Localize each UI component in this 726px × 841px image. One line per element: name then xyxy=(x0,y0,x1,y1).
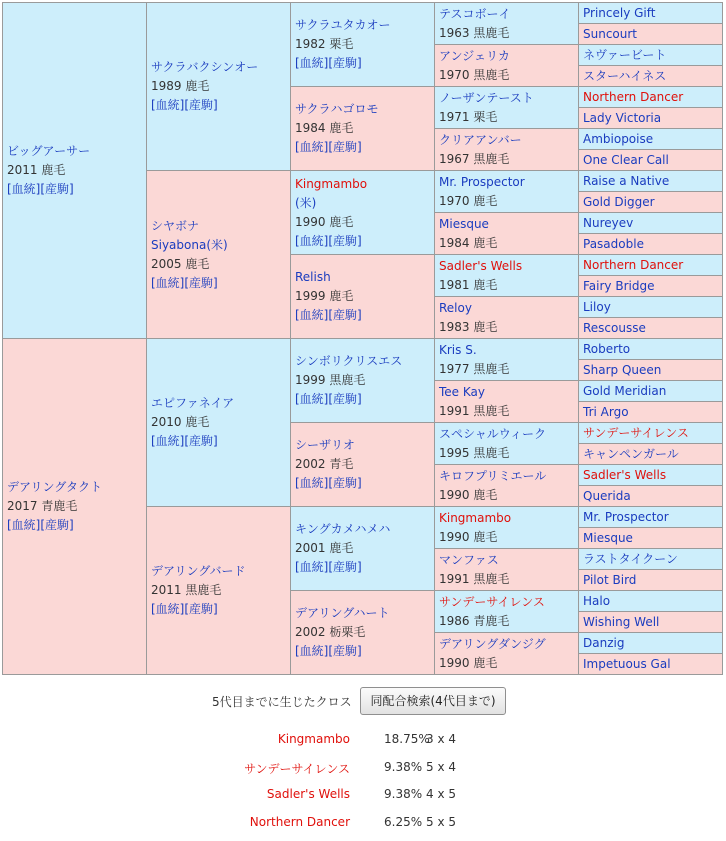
cross-row xyxy=(0,732,726,750)
horse-name-link[interactable]: Kingmambo xyxy=(295,176,368,191)
horse-info: 1999 鹿毛 xyxy=(295,289,354,303)
horse-info: 1982 栗毛 xyxy=(295,37,354,51)
horse-cell-gen3 xyxy=(291,339,435,423)
horse-name-link[interactable]: Gold Digger xyxy=(583,194,655,209)
produce-link[interactable]: [産駒] xyxy=(40,182,74,196)
horse-info: 2011 黒鹿毛 xyxy=(151,583,222,597)
horse-cell-gen5 xyxy=(579,465,723,486)
horse-name-link[interactable]: ノーザンテースト xyxy=(439,90,534,105)
horse-name-link[interactable]: Sadler's Wells xyxy=(583,467,667,482)
cross-generation: 3 x 4 xyxy=(426,732,456,746)
horse-info: 1984 鹿毛 xyxy=(295,121,354,135)
horse-name-link[interactable]: サンデーサイレンス xyxy=(439,594,545,609)
horse-name-link[interactable]: アンジェリカ xyxy=(439,48,510,63)
horse-info: 1981 鹿毛 xyxy=(439,277,498,292)
horse-info: 1999 黒鹿毛 xyxy=(295,373,366,387)
horse-cell-gen5 xyxy=(579,3,723,24)
produce-link[interactable]: [産駒] xyxy=(184,275,218,290)
horse-name-link[interactable]: キロフプリミエール xyxy=(439,468,547,483)
horse-cell-gen4 xyxy=(435,507,579,549)
horse-name-link[interactable]: Suncourt xyxy=(583,26,638,41)
horse-name-link[interactable]: Ambiopoise xyxy=(583,131,654,146)
horse-cell-gen4 xyxy=(435,129,579,171)
horse-name-link[interactable]: キャンペンガール xyxy=(583,446,679,461)
horse-name-link[interactable]: Pilot Bird xyxy=(583,572,637,587)
horse-cell-gen4 xyxy=(435,381,579,423)
horse-cell-gen4 xyxy=(435,3,579,45)
horse-cell-gen5 xyxy=(579,633,723,654)
produce-link[interactable]: [産駒] xyxy=(328,233,362,248)
horse-cell-gen3 xyxy=(291,87,435,171)
blood-link[interactable]: [血統] xyxy=(295,233,329,248)
horse-name-link[interactable]: Miesque xyxy=(439,216,489,231)
horse-name-link[interactable]: Northern Dancer xyxy=(583,89,684,104)
horse-cell-gen5 xyxy=(579,423,723,444)
horse-cell-gen5 xyxy=(579,402,723,423)
horse-name-link[interactable]: Liloy xyxy=(583,299,611,314)
horse-cell-gen5 xyxy=(579,339,723,360)
horse-name-link[interactable]: スターハイネス xyxy=(583,68,667,83)
horse-cell-gen4 xyxy=(435,45,579,87)
horse-cell-gen5 xyxy=(579,234,723,255)
horse-cell-gen3 xyxy=(291,171,435,255)
horse-cell-gen3 xyxy=(291,3,435,87)
horse-cell-gen3 xyxy=(291,255,435,339)
horse-name-link[interactable]: One Clear Call xyxy=(583,152,669,167)
horse-name-link[interactable]: デアリングハート xyxy=(295,606,390,620)
horse-cell-gen5 xyxy=(579,129,723,150)
horse-info: 1990 鹿毛 xyxy=(439,655,498,670)
horse-cell-gen1 xyxy=(3,339,147,675)
horse-cell-gen5 xyxy=(579,45,723,66)
cross-label: 5代目までに生じたクロス xyxy=(212,695,352,709)
horse-info: 1970 黒鹿毛 xyxy=(439,67,510,82)
horse-cell-gen4 xyxy=(435,213,579,255)
horse-name-link[interactable]: Tri Argo xyxy=(583,404,629,419)
horse-cell-gen1 xyxy=(3,3,147,339)
horse-info: 2010 鹿毛 xyxy=(151,415,210,429)
blood-link[interactable]: [血統] xyxy=(295,644,329,658)
horse-name-link[interactable]: Lady Victoria xyxy=(583,110,662,125)
horse-cell-gen3 xyxy=(291,507,435,591)
horse-name-link[interactable]: Danzig xyxy=(583,635,625,650)
horse-cell-gen5 xyxy=(579,528,723,549)
horse-name-link[interactable]: キングカメハメハ xyxy=(295,522,391,536)
horse-name-link[interactable]: Tee Kay xyxy=(439,384,485,399)
horse-cell-gen4 xyxy=(435,465,579,507)
horse-cell-gen4 xyxy=(435,255,579,297)
horse-cell-gen5 xyxy=(579,549,723,570)
horse-cell-gen5 xyxy=(579,87,723,108)
cross-row xyxy=(0,815,726,833)
horse-info: 1977 黒鹿毛 xyxy=(439,361,510,376)
horse-name-link[interactable]: Kingmambo xyxy=(439,510,512,525)
horse-name-link[interactable]: サクラハゴロモ xyxy=(295,102,379,116)
horse-cell-gen2 xyxy=(147,507,291,675)
horse-cell-gen5 xyxy=(579,507,723,528)
horse-cell-gen5 xyxy=(579,570,723,591)
horse-info: 2017 青鹿毛 xyxy=(7,499,78,513)
horse-info: 2002 栃栗毛 xyxy=(295,625,366,639)
horse-name-link[interactable]: クリアアンバー xyxy=(439,132,522,147)
blood-link[interactable]: [血統] xyxy=(295,476,329,490)
blood-link[interactable]: [血統] xyxy=(295,560,329,574)
produce-link[interactable]: [産駒] xyxy=(184,602,218,616)
produce-link[interactable]: [産駒] xyxy=(184,434,218,448)
pedigree-row xyxy=(3,3,723,24)
horse-info: 1967 黒鹿毛 xyxy=(439,151,510,166)
blood-link[interactable]: [血統] xyxy=(151,434,185,448)
cross-horse-link[interactable]: Kingmambo xyxy=(277,732,350,746)
horse-name-link[interactable]: デアリングダンジグ xyxy=(439,636,546,651)
blood-link[interactable]: [血統] xyxy=(295,140,329,154)
horse-cell-gen5 xyxy=(579,276,723,297)
horse-cell-gen5 xyxy=(579,192,723,213)
pedigree-row xyxy=(3,339,723,360)
horse-info: 2001 鹿毛 xyxy=(295,541,354,555)
horse-cell-gen5 xyxy=(579,444,723,465)
horse-cell-gen5 xyxy=(579,612,723,633)
pedigree-table xyxy=(2,2,723,675)
horse-name-link[interactable]: Raise a Native xyxy=(583,173,670,188)
horse-name-link[interactable]: サクラユタカオー xyxy=(295,18,391,32)
horse-name-link[interactable]: Princely Gift xyxy=(583,5,656,20)
produce-link[interactable]: [産駒] xyxy=(328,308,362,322)
produce-link[interactable]: [産駒] xyxy=(328,476,362,490)
blood-link[interactable]: [血統] xyxy=(7,518,41,532)
blood-link[interactable]: [血統] xyxy=(151,602,185,616)
horse-cell-gen5 xyxy=(579,297,723,318)
horse-name-link[interactable]: サクラバクシンオー xyxy=(151,60,259,74)
horse-name-link[interactable]: サンデーサイレンス xyxy=(583,425,689,440)
horse-cell-gen5 xyxy=(579,654,723,675)
horse-name-link[interactable]: Northern Dancer xyxy=(583,257,684,272)
horse-name-link[interactable]: Gold Meridian xyxy=(583,383,667,398)
horse-cell-gen4 xyxy=(435,633,579,675)
horse-info: 1971 栗毛 xyxy=(439,109,498,124)
horse-name-link[interactable]: デアリングタクト xyxy=(7,480,103,494)
blood-link[interactable]: [血統] xyxy=(7,182,41,196)
horse-cell-gen5 xyxy=(579,213,723,234)
horse-info: 1990 鹿毛 xyxy=(295,214,354,229)
horse-name-link[interactable]: Fairy Bridge xyxy=(583,278,655,293)
horse-name-link[interactable]: スペシャルウィーク xyxy=(439,426,547,441)
horse-cell-gen4 xyxy=(435,423,579,465)
cross-row xyxy=(0,787,726,805)
horse-name-link[interactable]: Nureyev xyxy=(583,215,634,230)
produce-link[interactable]: [産駒] xyxy=(328,392,362,406)
horse-name-link[interactable]: Wishing Well xyxy=(583,614,660,629)
horse-info: 2002 青毛 xyxy=(295,457,354,471)
horse-cell-gen4 xyxy=(435,591,579,633)
horse-cell-gen5 xyxy=(579,381,723,402)
horse-cell-gen4 xyxy=(435,297,579,339)
cross-percent: 18.75% xyxy=(384,732,430,746)
produce-link[interactable]: [産駒] xyxy=(328,140,362,154)
horse-cell-gen5 xyxy=(579,171,723,192)
horse-name-link[interactable]: Sharp Queen xyxy=(583,362,662,377)
cross-percent: 9.38% xyxy=(384,760,423,774)
blood-link[interactable]: [血統] xyxy=(151,98,185,112)
horse-cell-gen5 xyxy=(579,360,723,381)
horse-info: 2005 鹿毛 xyxy=(151,256,210,271)
horse-cell-gen5 xyxy=(579,66,723,87)
horse-info: 1963 黒鹿毛 xyxy=(439,25,510,40)
horse-cell-gen5 xyxy=(579,591,723,612)
horse-info: 1986 青鹿毛 xyxy=(439,613,510,628)
horse-name-link[interactable]: Pasadoble xyxy=(583,236,644,251)
horse-cell-gen3 xyxy=(291,423,435,507)
horse-cell-gen2 xyxy=(147,339,291,507)
horse-name-link[interactable]: Miesque xyxy=(583,530,633,545)
horse-name-link[interactable]: Roberto xyxy=(583,341,631,356)
horse-name-link[interactable]: デアリングバード xyxy=(151,564,246,578)
produce-link[interactable]: [産駒] xyxy=(328,560,362,574)
horse-cell-gen2 xyxy=(147,3,291,171)
horse-name-link[interactable]: Relish xyxy=(295,270,331,284)
horse-cell-gen5 xyxy=(579,318,723,339)
blood-link[interactable]: [血統] xyxy=(295,392,329,406)
horse-name-link[interactable]: Mr. Prospector xyxy=(439,174,525,189)
horse-name-link[interactable]: Halo xyxy=(583,593,611,608)
produce-link[interactable]: [産駒] xyxy=(328,644,362,658)
blood-link[interactable]: [血統] xyxy=(151,275,185,290)
horse-cell-gen5 xyxy=(579,150,723,171)
horse-name-link[interactable]: シーザリオ xyxy=(295,438,355,452)
horse-cell-gen5 xyxy=(579,486,723,507)
horse-name-link[interactable]: Impetuous Gal xyxy=(583,656,671,671)
horse-name-link[interactable]: ネヴァービート xyxy=(583,47,667,62)
blood-link[interactable]: [血統] xyxy=(295,56,329,70)
horse-cell-gen5 xyxy=(579,108,723,129)
horse-name-link[interactable]: シヤボナ xyxy=(151,218,200,233)
horse-info: 1991 黒鹿毛 xyxy=(439,571,510,586)
cross-row xyxy=(0,760,726,778)
horse-info: 1989 鹿毛 xyxy=(151,79,210,93)
horse-name-link[interactable]: マンファス xyxy=(439,552,499,567)
horse-name-link[interactable]: エピファネイア xyxy=(151,396,235,410)
horse-name-link[interactable]: ビッグアーサー xyxy=(7,144,91,158)
horse-name-link[interactable]: Mr. Prospector xyxy=(583,509,669,524)
cross-horse-link[interactable]: Sadler's Wells xyxy=(266,787,350,801)
horse-origin-link[interactable]: Siyabona(米) xyxy=(151,237,228,252)
cross-generation: 4 x 5 xyxy=(426,787,456,801)
same-mating-search-button[interactable]: 同配合検索(4代目まで) xyxy=(360,687,506,715)
horse-info: 1990 鹿毛 xyxy=(439,529,498,544)
produce-link[interactable]: [産駒] xyxy=(40,518,74,532)
horse-name-link[interactable]: Sadler's Wells xyxy=(439,258,523,273)
horse-cell-gen4 xyxy=(435,171,579,213)
produce-link[interactable]: [産駒] xyxy=(328,56,362,70)
horse-name-link[interactable]: テスコボーイ xyxy=(439,6,511,21)
cross-generation: 5 x 5 xyxy=(426,815,456,829)
cross-generation: 5 x 4 xyxy=(426,760,456,774)
horse-name-link[interactable]: Kris S. xyxy=(439,342,477,357)
cross-percent: 6.25% xyxy=(384,815,423,829)
horse-origin-link[interactable]: (米) xyxy=(295,195,317,210)
horse-name-link[interactable]: Rescousse xyxy=(583,320,646,335)
horse-name-link[interactable]: シンボリクリスエス xyxy=(295,354,403,368)
horse-cell-gen5 xyxy=(579,255,723,276)
horse-info: 1984 鹿毛 xyxy=(439,235,498,250)
horse-cell-gen4 xyxy=(435,339,579,381)
horse-info: 2011 鹿毛 xyxy=(7,163,66,177)
horse-cell-gen4 xyxy=(435,549,579,591)
horse-info: 1991 黒鹿毛 xyxy=(439,403,510,418)
horse-cell-gen4 xyxy=(435,87,579,129)
produce-link[interactable]: [産駒] xyxy=(184,98,218,112)
horse-info: 1970 鹿毛 xyxy=(439,193,498,208)
horse-cell-gen3 xyxy=(291,591,435,675)
horse-name-link[interactable]: Querida xyxy=(583,488,631,503)
horse-cell-gen2 xyxy=(147,171,291,339)
cross-horse-link[interactable]: サンデーサイレンス xyxy=(244,762,350,776)
horse-info: 1995 黒鹿毛 xyxy=(439,445,510,460)
cross-percent: 9.38% xyxy=(384,787,423,801)
blood-link[interactable]: [血統] xyxy=(295,308,329,322)
horse-info: 1983 鹿毛 xyxy=(439,319,498,334)
horse-name-link[interactable]: Reloy xyxy=(439,300,472,315)
horse-name-link[interactable]: ラストタイクーン xyxy=(583,551,678,566)
horse-cell-gen5 xyxy=(579,24,723,45)
horse-info: 1990 鹿毛 xyxy=(439,487,498,502)
cross-horse-link[interactable]: Northern Dancer xyxy=(249,815,350,829)
